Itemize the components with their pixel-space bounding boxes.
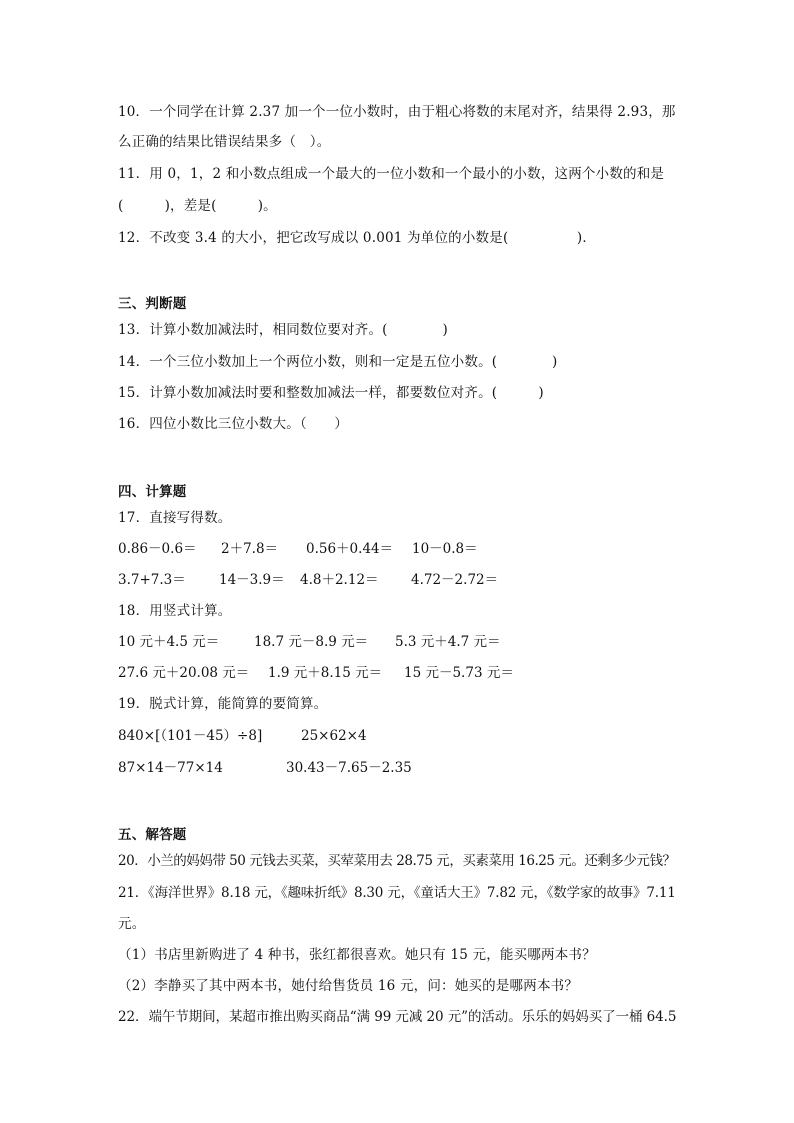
calc-item: 15 元－5.73 元＝ xyxy=(404,665,514,681)
question-21-line-1: 21．《海洋世界》8.18 元，《趣味折纸》8.30 元，《童话大王》7.82 元，《数学家的故事》7.11 xyxy=(118,885,676,901)
question-13: 13．计算小数加减法时，相同数位要对齐。( ) xyxy=(118,322,448,338)
calc-item: 27.6 元＋20.08 元＝ xyxy=(118,665,250,681)
calc-item: 18.7 元－8.9 元＝ xyxy=(254,634,369,650)
section-3-heading: 三、判断题 xyxy=(118,296,187,312)
calc-item: 14－3.9＝ xyxy=(219,572,285,588)
question-18-row-2 xyxy=(118,664,678,682)
calc-item: 3.7+7.3＝ xyxy=(118,572,186,588)
section-5-heading: 五、解答题 xyxy=(118,827,187,843)
question-17-row-1 xyxy=(118,540,678,558)
question-22: 22．端午节期间，某超市推出购买商品“满 99 元减 20 元”的活动。乐乐的妈妈买了一桶 64.5 xyxy=(118,1009,677,1025)
question-19-row-1 xyxy=(118,727,678,745)
question-18-row-1 xyxy=(118,633,678,651)
question-20: 20．小兰的妈妈带 50 元钱去买菜，买荤菜用去 28.75 元，买素菜用 16.25 元。还剩多少元钱？ xyxy=(118,853,676,869)
question-15: 15．计算小数加减法时要和整数加减法一样，都要数位对齐。( ) xyxy=(118,385,544,401)
section-4-heading: 四、计算题 xyxy=(118,484,187,500)
question-11-line-1: 11．用 0，1，2 和小数点组成一个最大的一位小数和一个最小的小数，这两个小数的和是 xyxy=(118,166,665,182)
question-21-line-2: 元。 xyxy=(118,916,146,932)
calc-item: 5.3 元＋4.7 元＝ xyxy=(395,634,501,650)
calc-item: 10－0.8＝ xyxy=(412,541,478,557)
question-17-row-2 xyxy=(118,571,678,589)
question-10-line-2: 么正确的结果比错误结果多（ ）。 xyxy=(118,134,331,150)
question-12: 12．不改变 3.4 的大小，把它改写成以 0.001 为单位的小数是( )． xyxy=(118,230,597,246)
calc-item: 25×62×4 xyxy=(301,728,367,744)
question-17-title: 17．直接写得数。 xyxy=(118,510,232,526)
question-11-line-2: ( )，差是( )。 xyxy=(118,198,277,214)
question-21-sub-2: （2）李静买了其中两本书，她付给售货员 16 元，问：她买的是哪两本书？ xyxy=(118,978,579,994)
calc-item: 30.43－7.65－2.35 xyxy=(286,760,412,776)
calc-item: 840×[（101－45）÷8] xyxy=(118,728,263,744)
calc-item: 4.72－2.72＝ xyxy=(411,572,499,588)
calc-item: 0.86－0.6＝ xyxy=(118,541,197,557)
question-16: 16．四位小数比三位小数大。（ ） xyxy=(118,416,349,432)
calc-item: 87×14－77×14 xyxy=(118,760,223,776)
question-21-sub-1: （1）书店里新购进了 4 种书，张红都很喜欢。她只有 15 元，能买哪两本书？ xyxy=(118,947,596,963)
question-19-row-2 xyxy=(118,759,678,777)
calc-item: 10 元＋4.5 元＝ xyxy=(118,634,220,650)
calc-item: 2＋7.8＝ xyxy=(221,541,279,557)
question-14: 14．一个三位小数加上一个两位小数，则和一定是五位小数。( ) xyxy=(118,354,558,370)
calc-item: 4.8＋2.12＝ xyxy=(300,572,379,588)
calc-item: 0.56＋0.44＝ xyxy=(306,541,394,557)
question-19-title: 19．脱式计算，能简算的要简算。 xyxy=(118,696,328,712)
question-18-title: 18．用竖式计算。 xyxy=(118,603,232,619)
calc-item: 1.9 元＋8.15 元＝ xyxy=(268,665,383,681)
question-10-line-1: 10．一个同学在计算 2.37 加一个一位小数时，由于粗心将数的末尾对齐，结果得 2.93，那 xyxy=(118,104,676,120)
